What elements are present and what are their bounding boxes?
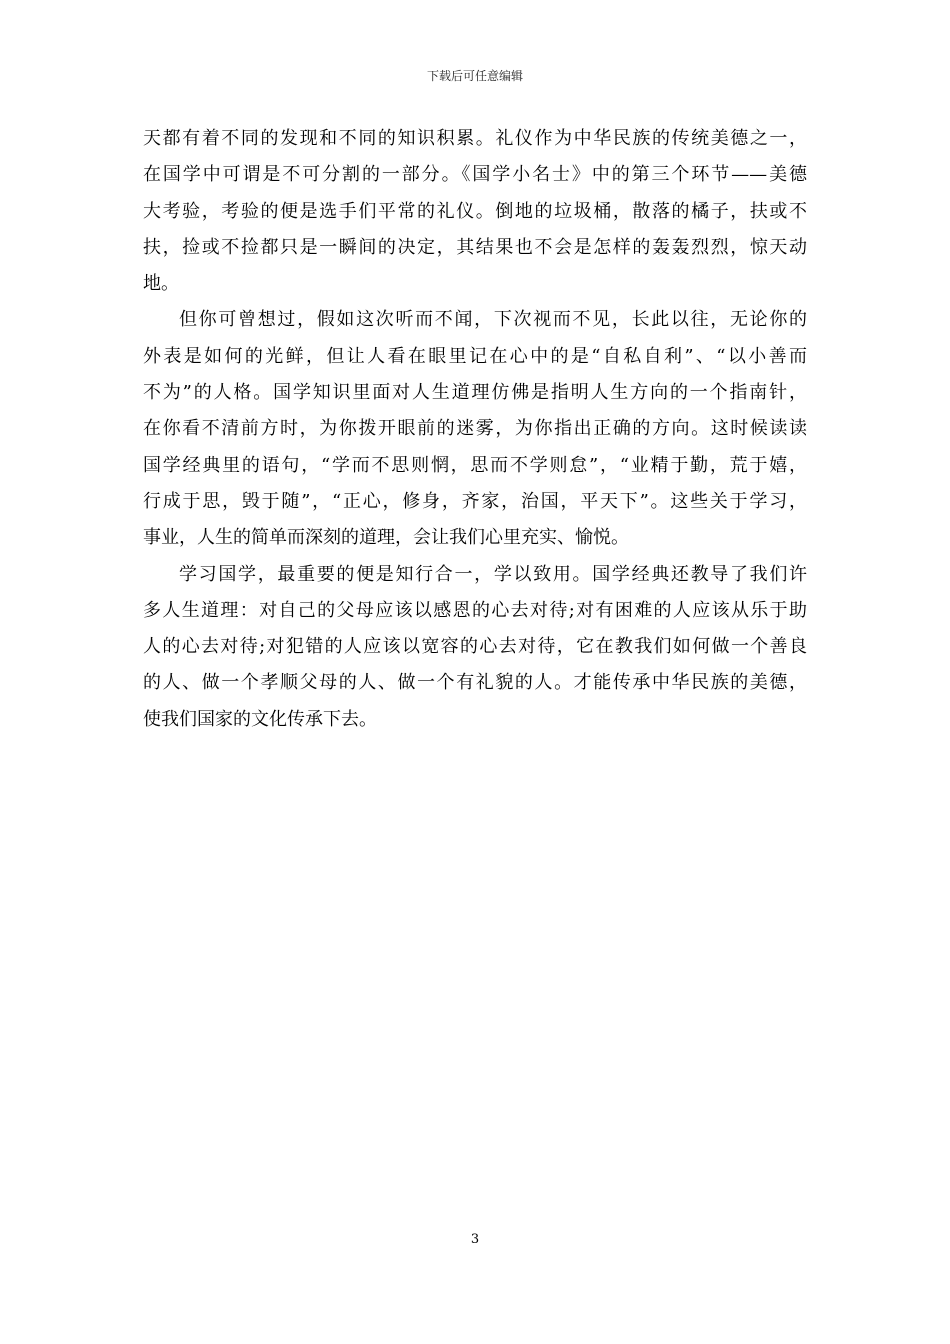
paragraph	[143, 121, 807, 302]
text-line: 事业，人生的简单而深刻的道理，会让我们心里充实、愉悦。	[143, 527, 629, 549]
page-number: 3	[470, 1232, 480, 1247]
text-line: 天都有着不同的发现和不同的知识积累。礼仪作为中华民族的传统美德之一，	[143, 128, 807, 149]
text-line: 使我们国家的文化传承下去。	[143, 708, 377, 730]
text-line: 的人、做一个孝顺父母的人、做一个有礼貌的人。才能传承中华民族的美德，	[143, 672, 807, 694]
text-line: 人的心去对待;对犯错的人应该以宽容的心去对待，它在教我们如何做一个善良	[143, 636, 807, 658]
page-header: 下载后可任意编辑	[426, 69, 523, 83]
text-line: 国学经典里的语句，“学而不思则惘，思而不学则怠”，“业精于勤，荒于嬉，	[143, 454, 807, 476]
text-line: 但你可曾想过，假如这次听而不闻，下次视而不见，长此以往，无论你的	[179, 309, 807, 331]
text-line: 外表是如何的光鲜，但让人看在眼里记在心中的是“自私自利”、“以小善而	[143, 345, 807, 367]
text-line: 不为”的人格。国学知识里面对人生道理仿佛是指明人生方向的一个指南针，	[143, 382, 807, 404]
text-line: 扶，捡或不捡都只是一瞬间的决定，其结果也不会是怎样的轰轰烈烈，惊天动	[143, 236, 807, 258]
text-line: 行成于思，毁于随”，“正心，修身，齐家，治国，平天下”。这些关于学习，	[143, 490, 807, 512]
text-line: 在国学中可谓是不可分割的一部分。《国学小名士》中的第三个环节——美德	[143, 164, 807, 186]
text-line: 在你看不清前方时，为你拨开眼前的迷雾，为你指出正确的方向。这时候读读	[143, 418, 807, 440]
document-body	[143, 121, 807, 738]
paragraph	[143, 557, 807, 738]
text-line: 学习国学，最重要的便是知行合一，学以致用。国学经典还教导了我们许	[179, 563, 807, 585]
text-line: 多人生道理：对自己的父母应该以感恩的心去对待;对有困难的人应该从乐于助	[143, 599, 807, 621]
text-line: 大考验，考验的便是选手们平常的礼仪。倒地的垃圾桶，散落的橘子，扶或不	[143, 200, 807, 222]
paragraph	[143, 302, 807, 556]
text-line: 地。	[143, 273, 179, 295]
